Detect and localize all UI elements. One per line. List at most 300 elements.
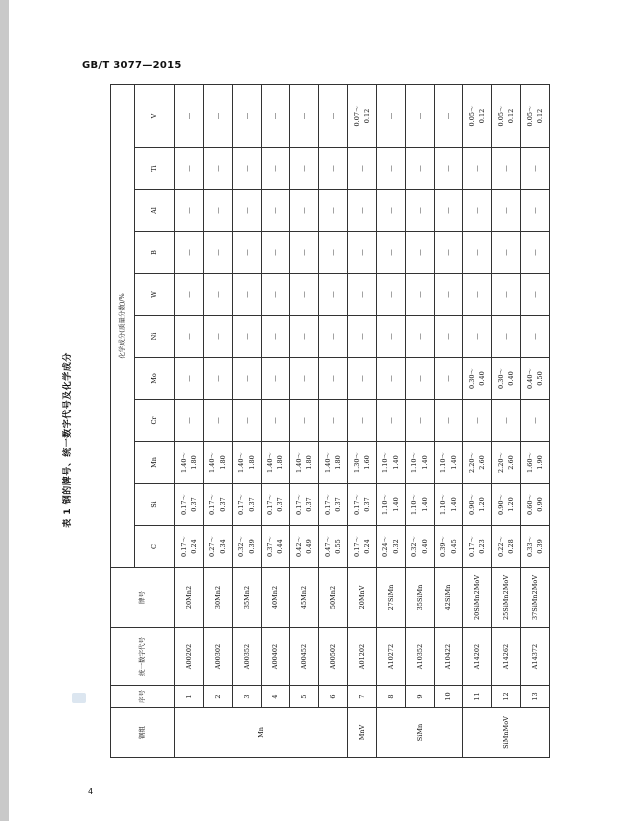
range-min: 0.17～ <box>179 494 188 515</box>
range-value <box>207 443 228 482</box>
grade-cell: 27SiMn <box>376 568 405 628</box>
seq-cell: 6 <box>319 686 348 708</box>
value-cell-ti: — <box>290 148 319 190</box>
range-value <box>236 443 257 482</box>
code-cell: A00502 <box>319 628 348 686</box>
range-value <box>207 527 228 566</box>
range-min: 0.17～ <box>266 494 275 515</box>
value-cell-mo <box>463 358 492 400</box>
range-max: 0.90 <box>536 497 545 512</box>
code-cell: A01202 <box>348 628 377 686</box>
range-value <box>525 86 546 146</box>
header-element-al: Al <box>135 190 175 232</box>
value-cell-ti: — <box>261 148 290 190</box>
table-row <box>521 84 550 757</box>
range-value <box>525 485 546 524</box>
range-value <box>496 443 517 482</box>
range-value <box>294 485 315 524</box>
range-max: 0.28 <box>507 539 516 554</box>
grade-cell: 45Mn2 <box>290 568 319 628</box>
value-cell-c <box>232 526 261 568</box>
range-min: 1.10～ <box>381 494 390 515</box>
seq-cell: 12 <box>492 686 521 708</box>
seq-cell: 9 <box>405 686 434 708</box>
value-cell-si <box>290 484 319 526</box>
grade-cell: 30Mn2 <box>203 568 232 628</box>
range-value <box>409 443 430 482</box>
value-cell-al: — <box>203 190 232 232</box>
range-value <box>352 86 373 146</box>
range-max: 0.49 <box>305 539 314 554</box>
value-cell-mn <box>434 442 463 484</box>
value-cell-cr: — <box>232 400 261 442</box>
value-cell-v: — <box>376 84 405 147</box>
range-value <box>265 485 286 524</box>
value-cell-mn <box>521 442 550 484</box>
range-min: 0.27～ <box>208 536 217 557</box>
seq-cell: 5 <box>290 686 319 708</box>
range-value <box>409 527 430 566</box>
value-cell-ti: — <box>232 148 261 190</box>
range-min: 1.10～ <box>439 494 448 515</box>
range-max: 1.60 <box>362 455 371 470</box>
range-value <box>323 527 344 566</box>
seq-cell: 13 <box>521 686 550 708</box>
range-max: 0.12 <box>362 108 371 124</box>
group-cell: SiMn <box>376 708 463 758</box>
range-max: 2.60 <box>478 455 487 470</box>
value-cell-cr: — <box>203 400 232 442</box>
range-value <box>525 443 546 482</box>
range-max: 0.39 <box>247 539 256 554</box>
viewer-sidebar <box>0 0 9 821</box>
code-cell: A14202 <box>463 628 492 686</box>
range-min: 0.30～ <box>496 368 505 389</box>
header-element-c: C <box>135 526 175 568</box>
range-max: 0.37 <box>276 497 285 512</box>
range-value <box>467 485 488 524</box>
highlight-marker <box>72 693 86 703</box>
range-value <box>294 527 315 566</box>
range-min: 0.17～ <box>294 494 303 515</box>
grade-cell: 20MnV <box>348 568 377 628</box>
range-value <box>438 443 459 482</box>
value-cell-v <box>463 84 492 147</box>
value-cell-ni: — <box>521 316 550 358</box>
grade-cell: 42SiMn <box>434 568 463 628</box>
table-row <box>376 84 405 757</box>
value-cell-ti: — <box>376 148 405 190</box>
value-cell-al: — <box>175 190 204 232</box>
range-max: 1.80 <box>334 455 343 470</box>
value-cell-si <box>405 484 434 526</box>
code-cell: A10352 <box>405 628 434 686</box>
range-max: 0.37 <box>334 497 343 512</box>
value-cell-cr: — <box>261 400 290 442</box>
range-value <box>265 443 286 482</box>
value-cell-si <box>348 484 377 526</box>
range-value <box>496 359 517 398</box>
seq-cell: 7 <box>348 686 377 708</box>
value-cell-ni: — <box>376 316 405 358</box>
value-cell-ti: — <box>463 148 492 190</box>
range-max: 1.40 <box>420 455 429 470</box>
value-cell-w: — <box>175 274 204 316</box>
range-min: 0.90～ <box>496 494 505 515</box>
range-min: 0.22～ <box>496 536 505 557</box>
range-max: 1.20 <box>507 497 516 512</box>
value-cell-v: — <box>203 84 232 147</box>
range-value <box>467 359 488 398</box>
value-cell-c <box>175 526 204 568</box>
range-min: 0.17～ <box>352 536 361 557</box>
seq-cell: 3 <box>232 686 261 708</box>
seq-cell: 2 <box>203 686 232 708</box>
value-cell-v <box>348 84 377 147</box>
value-cell-c <box>348 526 377 568</box>
range-min: 0.33～ <box>525 536 534 557</box>
header-code: 统一数字代号 <box>111 628 175 686</box>
value-cell-c <box>319 526 348 568</box>
value-cell-cr: — <box>492 400 521 442</box>
range-max: 0.34 <box>218 539 227 554</box>
grade-cell: 50Mn2 <box>319 568 348 628</box>
value-cell-b: — <box>175 232 204 274</box>
range-value <box>525 359 546 398</box>
range-min: 0.42～ <box>294 536 303 557</box>
range-max: 1.40 <box>391 455 400 470</box>
value-cell-w: — <box>376 274 405 316</box>
range-min: 2.20～ <box>496 452 505 473</box>
value-cell-ni: — <box>434 316 463 358</box>
value-cell-v: — <box>175 84 204 147</box>
value-cell-al: — <box>434 190 463 232</box>
table-row <box>348 84 377 757</box>
value-cell-c <box>434 526 463 568</box>
range-max: 1.80 <box>276 455 285 470</box>
range-value <box>352 527 373 566</box>
value-cell-si <box>175 484 204 526</box>
range-min: 0.90～ <box>467 494 476 515</box>
value-cell-mo: — <box>376 358 405 400</box>
range-max: 0.32 <box>391 539 400 554</box>
value-cell-al: — <box>348 190 377 232</box>
value-cell-mn <box>175 442 204 484</box>
range-min: 0.40～ <box>525 368 534 389</box>
range-min: 0.37～ <box>266 536 275 557</box>
range-max: 0.37 <box>362 497 371 512</box>
range-min: 0.07～ <box>352 105 361 127</box>
code-cell: A14262 <box>492 628 521 686</box>
grade-cell: 20Mn2 <box>175 568 204 628</box>
value-cell-b: — <box>434 232 463 274</box>
range-max: 1.80 <box>218 455 227 470</box>
range-max: 1.80 <box>247 455 256 470</box>
value-cell-cr: — <box>175 400 204 442</box>
header-element-ti: Ti <box>135 148 175 190</box>
value-cell-cr: — <box>463 400 492 442</box>
value-cell-c <box>463 526 492 568</box>
range-min: 1.40～ <box>323 452 332 473</box>
range-value <box>179 485 200 524</box>
range-max: 0.37 <box>247 497 256 512</box>
table-caption: 表 1 钢的牌号、统一数字代号及化学成分 <box>63 352 73 528</box>
range-max: 0.44 <box>276 539 285 554</box>
value-cell-si <box>492 484 521 526</box>
range-value <box>467 443 488 482</box>
value-cell-b: — <box>290 232 319 274</box>
grade-cell: 40Mn2 <box>261 568 290 628</box>
range-value <box>496 485 517 524</box>
range-value <box>323 443 344 482</box>
range-min: 0.24～ <box>381 536 390 557</box>
header-element-mn: Mn <box>135 442 175 484</box>
value-cell-cr: — <box>376 400 405 442</box>
value-cell-c <box>261 526 290 568</box>
value-cell-b: — <box>492 232 521 274</box>
range-max: 0.23 <box>478 539 487 554</box>
value-cell-mo: — <box>232 358 261 400</box>
value-cell-ti: — <box>521 148 550 190</box>
header-element-v: V <box>135 84 175 147</box>
grade-cell: 37SiMn2MoV <box>521 568 550 628</box>
range-max: 0.40 <box>478 371 487 386</box>
code-cell: A00302 <box>203 628 232 686</box>
range-value <box>438 485 459 524</box>
range-min: 0.17～ <box>352 494 361 515</box>
value-cell-cr: — <box>319 400 348 442</box>
value-cell-v: — <box>434 84 463 147</box>
range-max: 0.12 <box>507 108 516 124</box>
range-value <box>380 443 401 482</box>
value-cell-cr: — <box>290 400 319 442</box>
table-row <box>492 84 521 757</box>
grade-cell: 35SiMn <box>405 568 434 628</box>
value-cell-ni: — <box>175 316 204 358</box>
value-cell-b: — <box>376 232 405 274</box>
value-cell-mn <box>232 442 261 484</box>
value-cell-v <box>521 84 550 147</box>
range-min: 0.17～ <box>208 494 217 515</box>
table-row <box>203 84 232 757</box>
value-cell-si <box>203 484 232 526</box>
value-cell-al: — <box>232 190 261 232</box>
value-cell-w: — <box>463 274 492 316</box>
range-max: 0.37 <box>189 497 198 512</box>
value-cell-al: — <box>376 190 405 232</box>
value-cell-cr: — <box>434 400 463 442</box>
range-value <box>496 527 517 566</box>
range-min: 1.60～ <box>525 452 534 473</box>
value-cell-ti: — <box>348 148 377 190</box>
value-cell-v <box>492 84 521 147</box>
code-cell: A10422 <box>434 628 463 686</box>
value-cell-ti: — <box>175 148 204 190</box>
value-cell-si <box>319 484 348 526</box>
value-cell-al: — <box>521 190 550 232</box>
range-min: 0.17～ <box>323 494 332 515</box>
range-min: 1.40～ <box>237 452 246 473</box>
range-min: 2.20～ <box>467 452 476 473</box>
value-cell-b: — <box>463 232 492 274</box>
range-min: 1.40～ <box>179 452 188 473</box>
range-value <box>496 86 517 146</box>
grade-cell: 20SiMn2MoV <box>463 568 492 628</box>
value-cell-c <box>405 526 434 568</box>
value-cell-v: — <box>405 84 434 147</box>
range-min: 0.17～ <box>467 536 476 557</box>
value-cell-ti: — <box>434 148 463 190</box>
range-value <box>207 485 228 524</box>
value-cell-al: — <box>290 190 319 232</box>
value-cell-mo: — <box>348 358 377 400</box>
value-cell-cr: — <box>521 400 550 442</box>
code-cell: A00352 <box>232 628 261 686</box>
range-max: 1.80 <box>305 455 314 470</box>
value-cell-ni: — <box>492 316 521 358</box>
value-cell-mn <box>348 442 377 484</box>
value-cell-si <box>434 484 463 526</box>
range-min: 0.17～ <box>179 536 188 557</box>
table-row <box>434 84 463 757</box>
table-row <box>463 84 492 757</box>
value-cell-w: — <box>521 274 550 316</box>
value-cell-v: — <box>319 84 348 147</box>
header-group: 钢组 <box>111 708 175 758</box>
range-max: 1.40 <box>449 497 458 512</box>
value-cell-ni: — <box>203 316 232 358</box>
range-value <box>467 527 488 566</box>
standard-header: GB/T 3077—2015 <box>82 60 182 71</box>
table-row <box>232 84 261 757</box>
range-min: 1.40～ <box>208 452 217 473</box>
range-min: 0.32～ <box>410 536 419 557</box>
group-cell: Mn <box>175 708 348 758</box>
value-cell-ti: — <box>492 148 521 190</box>
header-element-mo: Mo <box>135 358 175 400</box>
range-max: 0.39 <box>536 539 545 554</box>
range-min: 1.30～ <box>352 452 361 473</box>
header-element-cr: Cr <box>135 400 175 442</box>
range-max: 1.40 <box>391 497 400 512</box>
value-cell-ni: — <box>319 316 348 358</box>
page-number: 4 <box>88 787 94 796</box>
range-max: 0.24 <box>362 539 371 554</box>
range-value <box>409 485 430 524</box>
value-cell-si <box>376 484 405 526</box>
range-max: 0.37 <box>305 497 314 512</box>
value-cell-v: — <box>232 84 261 147</box>
range-value <box>236 527 257 566</box>
table-body <box>175 84 550 757</box>
value-cell-al: — <box>405 190 434 232</box>
header-element-si: Si <box>135 484 175 526</box>
value-cell-w: — <box>348 274 377 316</box>
value-cell-w: — <box>492 274 521 316</box>
value-cell-mn <box>376 442 405 484</box>
range-min: 0.05～ <box>525 105 534 127</box>
value-cell-mo <box>492 358 521 400</box>
value-cell-mn <box>261 442 290 484</box>
value-cell-mn <box>203 442 232 484</box>
value-cell-ni: — <box>405 316 434 358</box>
value-cell-mo: — <box>203 358 232 400</box>
range-value <box>525 527 546 566</box>
range-min: 1.10～ <box>410 494 419 515</box>
range-min: 1.40～ <box>266 452 275 473</box>
seq-cell: 8 <box>376 686 405 708</box>
value-cell-si <box>261 484 290 526</box>
range-min: 0.30～ <box>467 368 476 389</box>
seq-cell: 1 <box>175 686 204 708</box>
value-cell-al: — <box>319 190 348 232</box>
range-min: 1.10～ <box>439 452 448 473</box>
value-cell-v: — <box>261 84 290 147</box>
value-cell-c <box>521 526 550 568</box>
value-cell-si <box>463 484 492 526</box>
value-cell-mo: — <box>261 358 290 400</box>
value-cell-ni: — <box>463 316 492 358</box>
range-value <box>294 443 315 482</box>
value-cell-mo: — <box>405 358 434 400</box>
value-cell-ni: — <box>348 316 377 358</box>
value-cell-ti: — <box>203 148 232 190</box>
range-value <box>323 485 344 524</box>
range-value <box>179 527 200 566</box>
value-cell-mn <box>463 442 492 484</box>
value-cell-c <box>376 526 405 568</box>
range-max: 0.40 <box>420 539 429 554</box>
code-cell: A00402 <box>261 628 290 686</box>
value-cell-v: — <box>290 84 319 147</box>
value-cell-b: — <box>348 232 377 274</box>
range-min: 0.05～ <box>496 105 505 127</box>
value-cell-al: — <box>261 190 290 232</box>
code-cell: A00452 <box>290 628 319 686</box>
value-cell-mo: — <box>434 358 463 400</box>
range-min: 1.10～ <box>381 452 390 473</box>
header-seq: 序号 <box>111 686 175 708</box>
range-value <box>467 86 488 146</box>
range-value <box>352 443 373 482</box>
value-cell-al: — <box>463 190 492 232</box>
code-cell: A00202 <box>175 628 204 686</box>
range-value <box>236 485 257 524</box>
range-max: 1.80 <box>189 455 198 470</box>
table-row <box>290 84 319 757</box>
value-cell-ni: — <box>290 316 319 358</box>
value-cell-cr: — <box>405 400 434 442</box>
value-cell-mo: — <box>290 358 319 400</box>
range-value <box>265 527 286 566</box>
value-cell-al: — <box>492 190 521 232</box>
value-cell-mn <box>319 442 348 484</box>
value-cell-b: — <box>232 232 261 274</box>
header-element-w: W <box>135 274 175 316</box>
group-cell: MnV <box>348 708 377 758</box>
header-element-b: B <box>135 232 175 274</box>
range-max: 0.37 <box>218 497 227 512</box>
seq-cell: 10 <box>434 686 463 708</box>
table-row <box>319 84 348 757</box>
value-cell-w: — <box>434 274 463 316</box>
range-value <box>352 485 373 524</box>
range-max: 0.45 <box>449 539 458 554</box>
steel-composition-table <box>110 84 550 758</box>
range-value <box>438 527 459 566</box>
group-cell: SiMnMoV <box>463 708 550 758</box>
value-cell-w: — <box>319 274 348 316</box>
